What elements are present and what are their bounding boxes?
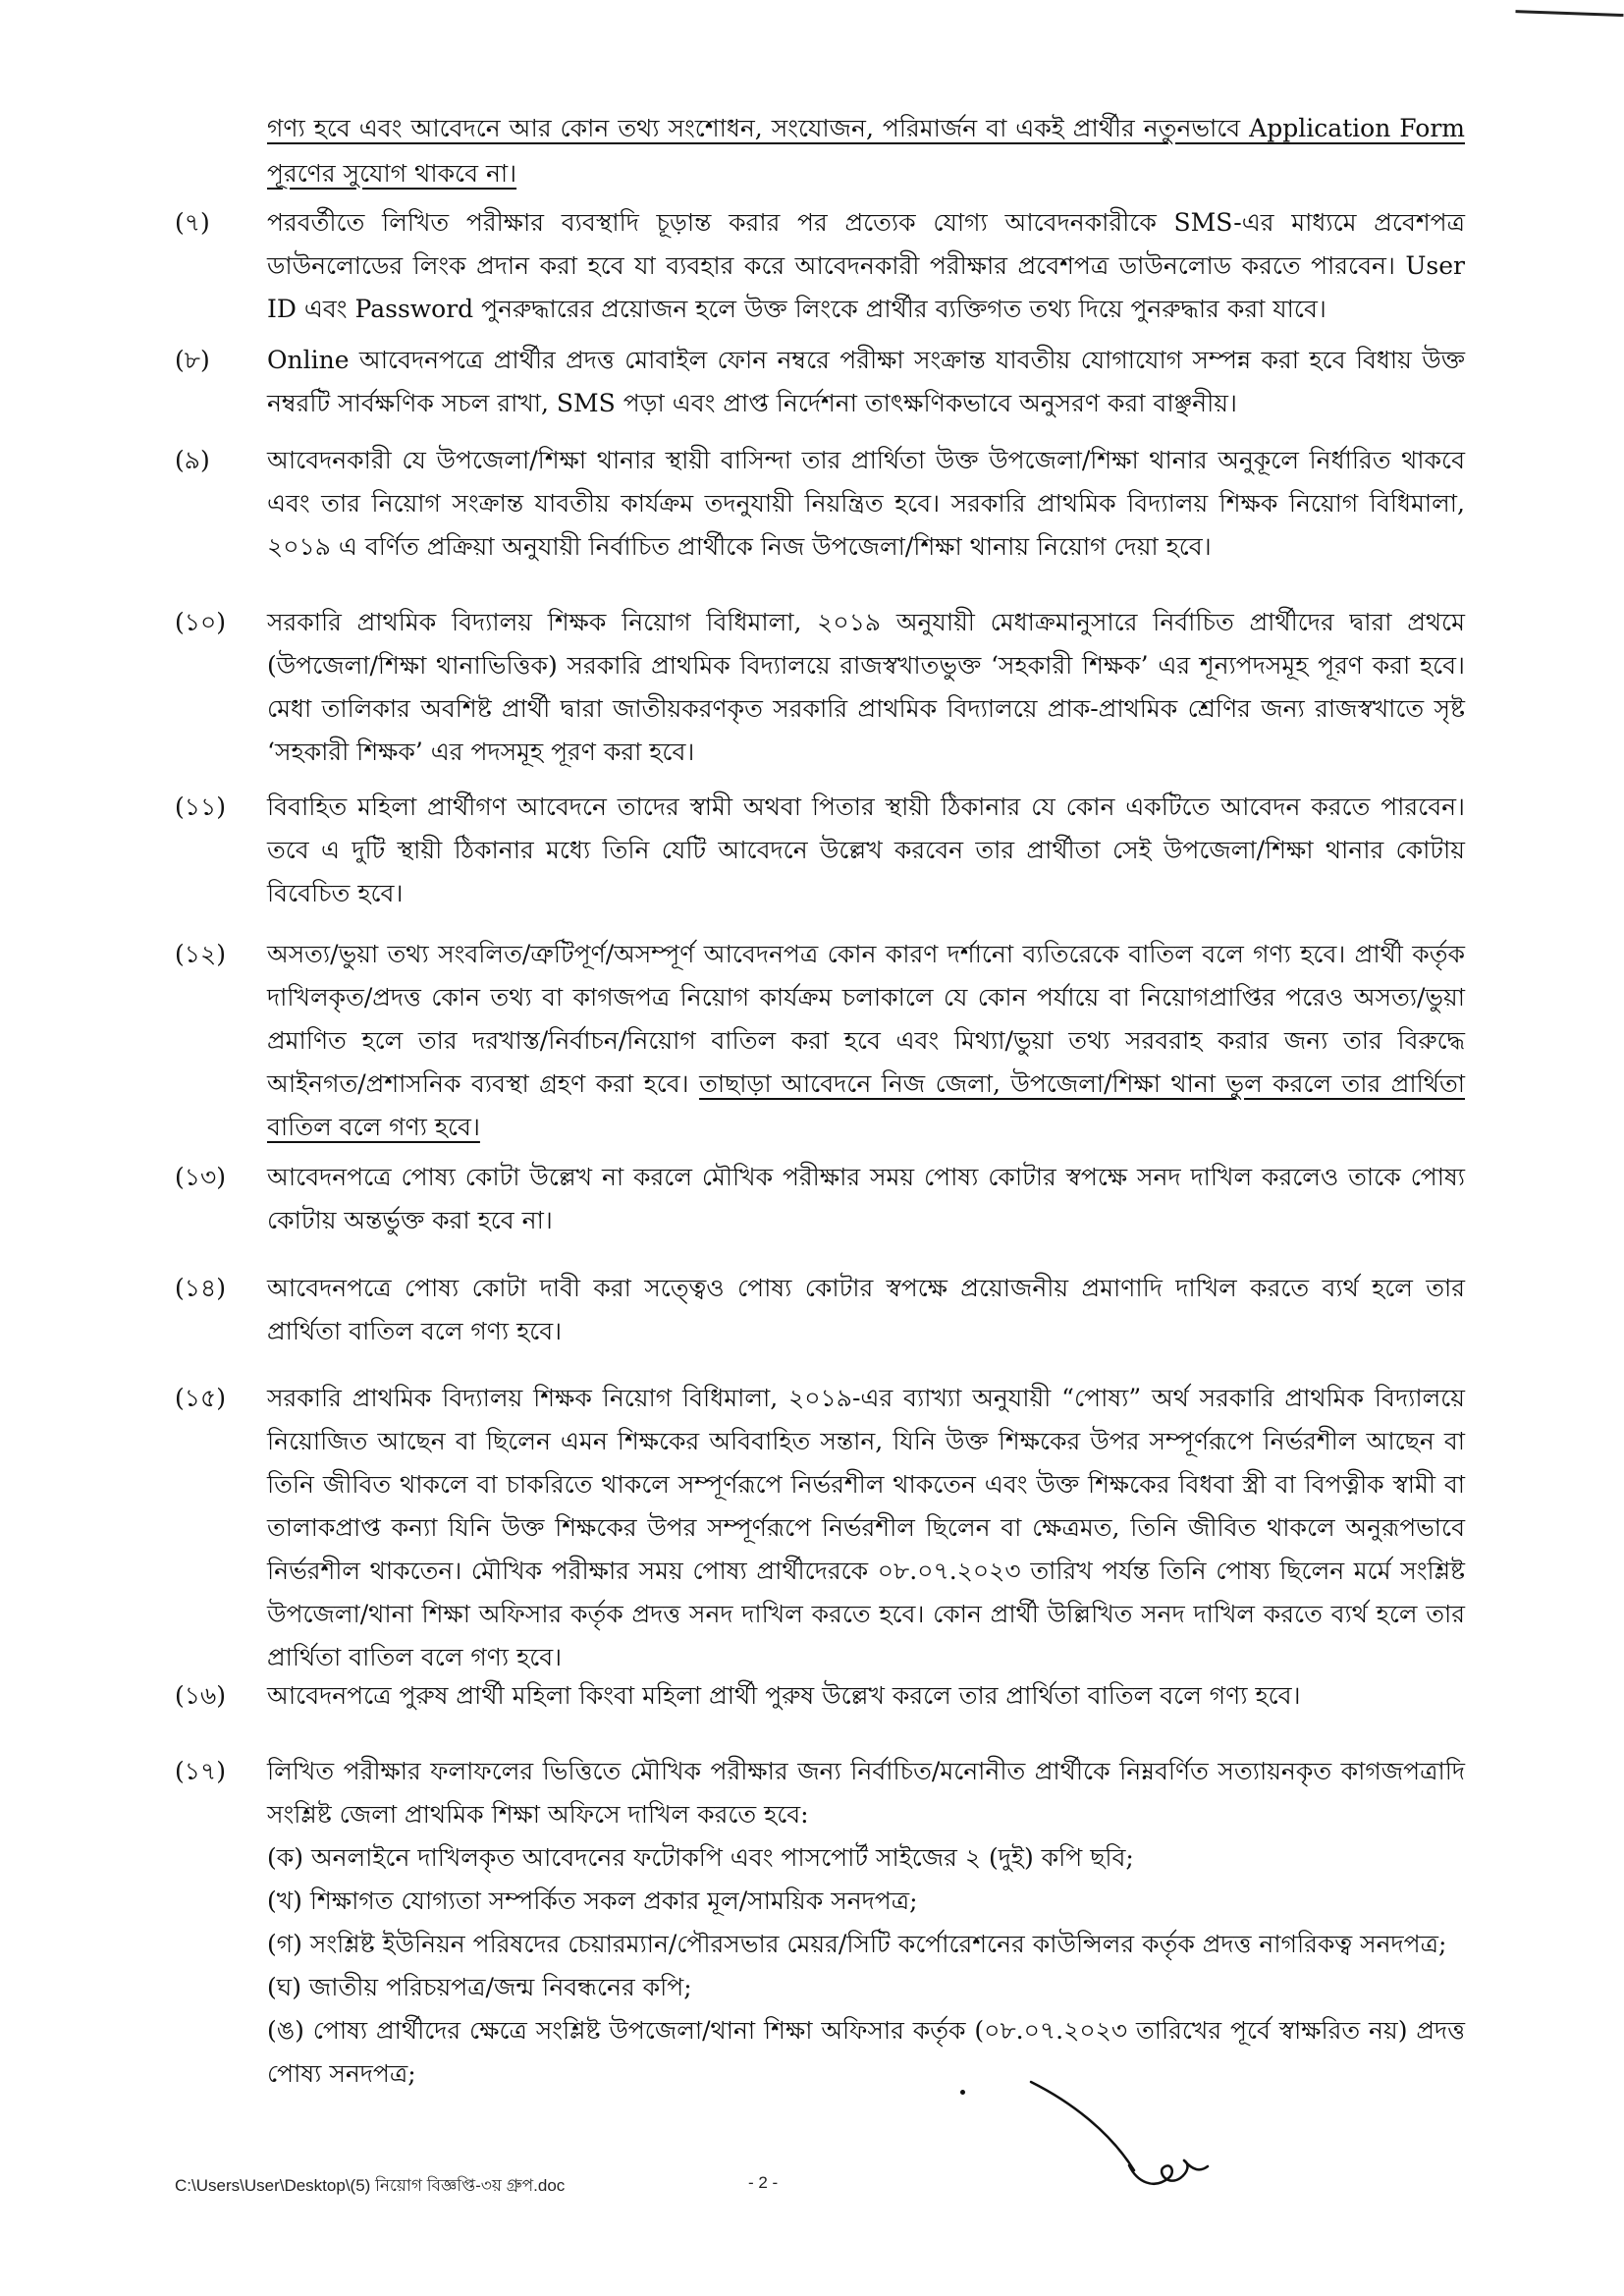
clause-text [267,1750,1465,2096]
document-list-item-kha: (খ) শিক্ষাগত যোগ্যতা সম্পর্কিত সকল প্রকার মূল/সাময়িক সনদপত্র; [267,1886,918,1915]
document-list-item-ka: (ক) অনলাইনে দাখিলকৃত আবেদনের ফটোকপি এবং পাসপোর্ট সাইজের ২ (দুই) কপি ছবি; [267,1843,1134,1872]
clause-main-text: অসত্য/ভুয়া তথ্য সংবলিত/ত্রুটিপূর্ণ/অসম্পূর্ণ আবেদনপত্র কোন কারণ দর্শানো ব্যতিরেকে বাতিল বলে গণ্য হবে। প্রার্থী কর্তৃক দাখিলকৃত/প্রদত্ত কোন তথ্য বা কাগজপত্র নিয়োগ কার্যক্রম চলাকালে যে কোন পর্যায়ে বা নিয়োগপ্রাপ্তির পরেও অসত্য/ভুয়া প্রমাণিত হলে তার দরখাস্ত/নির্বাচন/নিয়োগ বাতিল করা হবে এবং মিথ্যা/ভুয়া তথ্য সরবরাহ করার জন্য তার বিরুদ্ধে আইনগত/প্রশাসনিক ব্যবস্থা গ্রহণ করা হবে। [267,940,1465,1098]
clause-text: সরকারি প্রাথমিক বিদ্যালয় শিক্ষক নিয়োগ বিধিমালা, ২০১৯ অনুযায়ী মেধাক্রমানুসারে নির্বাচিত প্রার্থীদের দ্বারা প্রথমে (উপজেলা/শিক্ষা থানাভিত্তিক) সরকারি প্রাথমিক বিদ্যালয়ে রাজস্বখাতভুক্ত ‘সহকারী শিক্ষক’ এর শূন্যপদসমূহ পূরণ করা হবে। মেধা তালিকার অবশিষ্ট প্রার্থী দ্বারা জাতীয়করণকৃত সরকারি প্রাথমিক বিদ্যালয়ে প্রাক-প্রাথমিক শ্রেণির জন্য রাজস্বখাতে সৃষ্ট ‘সহকারী শিক্ষক’ এর পদসমূহ পূরণ করা হবে। [267,608,1465,766]
clause-number: (১০) [175,608,226,636]
footer-page-number: - 2 - [748,2173,779,2192]
footer-file-path: C:\Users\User\Desktop\(5) নিয়োগ বিজ্ঞপ্তি-৩য় গ্রুপ.doc [175,2176,566,2195]
intro-text: গণ্য হবে এবং আবেদনে আর কোন তথ্য সংশোধন, সংযোজন, পরিমার্জন বা একই প্রার্থীর নতুনভাবে Application Form পূরণের সুযোগ থাকবে না। [267,114,1465,188]
clause-number: (৯) [175,446,210,474]
document-list-item-umo: (ঙ) পোষ্য প্রার্থীদের ক্ষেত্রে সংশ্লিষ্ট উপজেলা/থানা শিক্ষা অফিসার কর্তৃক (০৮.০৭.২০২৩ তারিখের পূর্বে স্বাক্ষরিত নয়) প্রদত্ত পোষ্য সনদপত্র; [267,2016,1465,2088]
clause-text: বিবাহিত মহিলা প্রার্থীগণ আবেদনে তাদের স্বামী অথবা পিতার স্থায়ী ঠিকানার যে কোন একটিতে আবেদন করতে পারবেন। তবে এ দুটি স্থায়ী ঠিকানার মধ্যে তিনি যেটি আবেদনে উল্লেখ করবেন তার প্রার্থীতা সেই উপজেলা/শিক্ষা থানার কোটায় বিবেচিত হবে। [267,793,1465,907]
intro-paragraph [267,106,1465,196]
clause-number: (১৭) [175,1757,226,1785]
clause-text: আবেদনপত্রে পুরুষ প্রার্থী মহিলা কিংবা মহিলা প্রার্থী পুরুষ উল্লেখ করলে তার প্রার্থিতা বাতিল বলে গণ্য হবে। [267,1681,1301,1710]
clause-number: (১৪) [175,1274,226,1302]
clause-text: আবেদনপত্রে পোষ্য কোটা দাবী করা সত্ত্বেও পোষ্য কোটার স্বপক্ষে প্রয়োজনীয় প্রমাণাদি দাখিল করতে ব্যর্থ হলে তার প্রার্থিতা বাতিল বলে গণ্য হবে। [267,1274,1465,1345]
document-list-item-gha: (ঘ) জাতীয় পরিচয়পত্র/জন্ম নিবন্ধনের কপি; [267,1973,692,2001]
clause-number: (১৫) [175,1384,226,1412]
clause-number: (৭) [175,208,210,237]
clause-text: আবেদনকারী যে উপজেলা/শিক্ষা থানার স্থায়ী বাসিন্দা তার প্রার্থিতা উক্ত উপজেলা/শিক্ষা থানার অনুকূলে নির্ধারিত থাকবে এবং তার নিয়োগ সংক্রান্ত যাবতীয় কার্যক্রম তদনুযায়ী নিয়ন্ত্রিত হবে। সরকারি প্রাথমিক বিদ্যালয় শিক্ষক নিয়োগ বিধিমালা, ২০১৯ এ বর্ণিত প্রক্রিয়া অনুযায়ী নির্বাচিত প্রার্থীকে নিজ উপজেলা/শিক্ষা থানায় নিয়োগ দেয়া হবে। [267,446,1465,561]
document-list-item-ga: (গ) সংশ্লিষ্ট ইউনিয়ন পরিষদের চেয়ারম্যান/পৌরসভার মেয়র/সিটি কর্পোরেশনের কাউন্সিলর কর্তৃক প্রদত্ত নাগরিকত্ব সনদপত্র; [267,1930,1447,1958]
clause-text [267,933,1465,1149]
clause-text: পরবর্তীতে লিখিত পরীক্ষার ব্যবস্থাদি চূড়ান্ত করার পর প্রত্যেক যোগ্য আবেদনকারীকে SMS-এর মাধ্যমে প্রবেশপত্র ডাউনলোডের লিংক প্রদান করা হবে যা ব্যবহার করে আবেদনকারী পরীক্ষার প্রবেশপত্র ডাউনলোড করতে পারবেন। User ID এবং Password পুনরুদ্ধারের প্রয়োজন হলে উক্ত লিংকে প্রার্থীর ব্যক্তিগত তথ্য দিয়ে পুনরুদ্ধার করা যাবে। [267,208,1465,323]
clause-underlined-text: তাছাড়া আবেদনে নিজ জেলা, উপজেলা/শিক্ষা থানা ভুল করলে তার প্রার্থিতা বাতিল বলে গণ্য হবে। [267,1069,1465,1141]
clause-number: (১২) [175,940,226,968]
clause-number: (১৩) [175,1163,226,1191]
clause-text: সরকারি প্রাথমিক বিদ্যালয় শিক্ষক নিয়োগ বিধিমালা, ২০১৯-এর ব্যাখ্যা অনুযায়ী “পোষ্য” অর্থ সরকারি প্রাথমিক বিদ্যালয়ে নিয়োজিত আছেন বা ছিলেন এমন শিক্ষকের অবিবাহিত সন্তান, যিনি উক্ত শিক্ষকের উপর সম্পূর্ণরূপে নির্ভরশীল আছেন বা তিনি জীবিত থাকলে বা চাকরিতে থাকলে সম্পূর্ণরূপে নির্ভরশীল থাকতেন এবং উক্ত শিক্ষকের বিধবা স্ত্রী বা বিপত্নীক স্বামী বা তালাকপ্রাপ্ত কন্যা যিনি উক্ত শিক্ষকের উপর সম্পূর্ণরূপে নির্ভরশীল ছিলেন বা ক্ষেত্রমত, তিনি জীবিত থাকলে অনুরূপভাবে নির্ভরশীল থাকতেন। মৌখিক পরীক্ষার সময় পোষ্য প্রার্থীদেরকে ০৮.০৭.২০২৩ তারিখ পর্যন্ত তিনি পোষ্য ছিলেন মর্মে সংশ্লিষ্ট উপজেলা/থানা শিক্ষা অফিসার কর্তৃক প্রদত্ত সনদ দাখিল করতে হবে। কোন প্রার্থী উল্লিখিত সনদ দাখিল করতে ব্যর্থ হলে তার প্রার্থিতা বাতিল বলে গণ্য হবে। [267,1384,1465,1671]
clause-text: Online আবেদনপত্রে প্রার্থীর প্রদত্ত মোবাইল ফোন নম্বরে পরীক্ষা সংক্রান্ত যাবতীয় যোগাযোগ সম্পন্ন করা হবে বিধায় উক্ত নম্বরটি সার্বক্ষণিক সচল রাখা, SMS পড়া এবং প্রাপ্ত নির্দেশনা তাৎক্ষণিকভাবে অনুসরণ করা বাঞ্ছনীয়। [267,346,1465,417]
handwritten-signature [1021,2062,1218,2200]
ink-dot [960,2090,965,2095]
clause-number: (১১) [175,793,226,821]
clause-intro-text: লিখিত পরীক্ষার ফলাফলের ভিত্তিতে মৌখিক পরীক্ষার জন্য নির্বাচিত/মনোনীত প্রার্থীকে নিম্নবর্ণিত সত্যায়নকৃত কাগজপত্রাদি সংশ্লিষ্ট জেলা প্রাথমিক শিক্ষা অফিসে দাখিল করতে হবে: [267,1757,1465,1829]
clause-number: (১৬) [175,1681,226,1710]
clause-text: আবেদনপত্রে পোষ্য কোটা উল্লেখ না করলে মৌখিক পরীক্ষার সময় পোষ্য কোটার স্বপক্ষে সনদ দাখিল করলেও তাকে পোষ্য কোটায় অন্তর্ভুক্ত করা হবে না। [267,1163,1465,1234]
corner-scan-mark [1515,0,1624,17]
clause-number: (৮) [175,346,210,374]
